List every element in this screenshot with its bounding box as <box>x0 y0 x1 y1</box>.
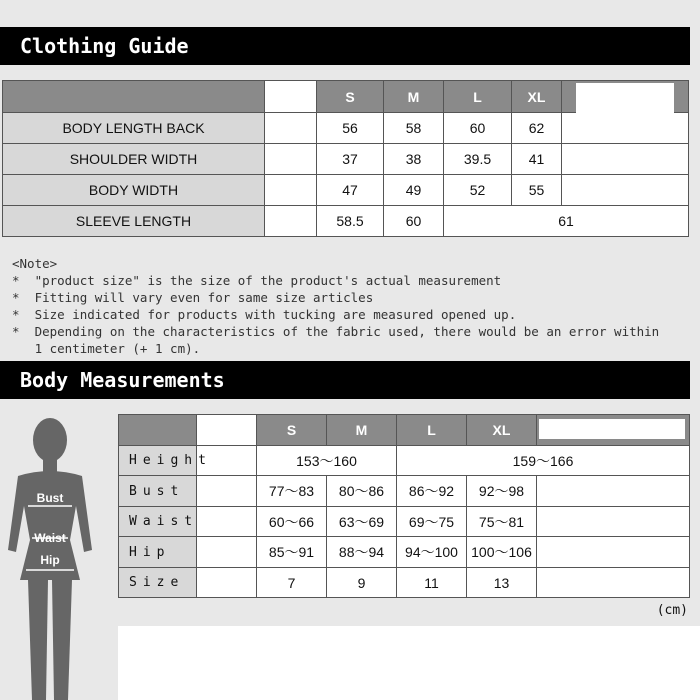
cell: 60～66 <box>257 507 327 537</box>
body-measurements-title: Body Measurements <box>0 361 690 399</box>
note-item: * Fitting will vary even for same size articles <box>12 290 374 305</box>
cell: 69～75 <box>397 507 467 537</box>
cell: 11 <box>397 568 467 598</box>
cell: 75～81 <box>467 507 537 537</box>
row-label: SLEEVE LENGTH <box>3 206 265 237</box>
table-row <box>3 206 689 237</box>
cell: 60 <box>384 206 444 237</box>
size-s-header: S <box>257 415 327 446</box>
cell: 13 <box>467 568 537 598</box>
cell: 38 <box>384 144 444 175</box>
cell: 39.5 <box>444 144 512 175</box>
row-label: Hip <box>119 537 197 568</box>
size-m-header: M <box>327 415 397 446</box>
header-blank <box>119 415 197 446</box>
table-row <box>3 113 689 144</box>
cell: 80～86 <box>327 476 397 507</box>
cell: 52 <box>444 175 512 206</box>
size-s-header: S <box>317 81 384 113</box>
note-item: * Depending on the characteristics of the fabric used, there would be an error within <box>12 324 660 339</box>
cell: 37 <box>317 144 384 175</box>
cell: 55 <box>512 175 562 206</box>
cell: 60 <box>444 113 512 144</box>
cell: 94～100 <box>397 537 467 568</box>
cell: 85～91 <box>257 537 327 568</box>
bust-label: Bust <box>36 491 64 505</box>
cell: 49 <box>384 175 444 206</box>
cell: 86～92 <box>397 476 467 507</box>
cell: 88～94 <box>327 537 397 568</box>
table-row <box>119 476 690 507</box>
size-l-header: L <box>397 415 467 446</box>
note-item: * "product size" is the size of the product's actual measurement <box>12 273 502 288</box>
row-label: Waist <box>119 507 197 537</box>
note-item: 1 centimeter (+ 1 cm). <box>34 341 201 356</box>
clothing-guide-title: Clothing Guide <box>0 27 690 65</box>
table-row <box>3 175 689 206</box>
row-label: BODY LENGTH BACK <box>3 113 265 144</box>
cell: 100～106 <box>467 537 537 568</box>
cell: 62 <box>512 113 562 144</box>
clothing-guide-table <box>2 80 689 237</box>
notes <box>12 255 692 357</box>
cell: 47 <box>317 175 384 206</box>
table-row <box>119 446 690 476</box>
row-label: BODY WIDTH <box>3 175 265 206</box>
size-xl-header: XL <box>467 415 537 446</box>
cell: 56 <box>317 113 384 144</box>
body-measurements-table <box>118 414 690 598</box>
unit-label: (cm) <box>656 603 688 618</box>
cell: 41 <box>512 144 562 175</box>
cell: 92～98 <box>467 476 537 507</box>
waist-label: Waist <box>34 531 66 545</box>
cell: 153～160 <box>257 446 397 476</box>
cell: 61 <box>444 206 689 237</box>
body-figure-icon <box>0 410 110 700</box>
cell: 7 <box>257 568 327 598</box>
row-label: Height <box>119 446 197 476</box>
cell: 58 <box>384 113 444 144</box>
table-row <box>119 507 690 537</box>
bottom-panel <box>118 626 700 700</box>
cell: 9 <box>327 568 397 598</box>
note-item: * Size indicated for products with tucking are measured opened up. <box>12 307 517 322</box>
table-row <box>3 144 689 175</box>
size-xl-header: XL <box>512 81 562 113</box>
row-label: Size <box>119 568 197 598</box>
size-m-header: M <box>384 81 444 113</box>
header-spacer <box>265 81 317 113</box>
cell: 159～166 <box>397 446 690 476</box>
cell: 58.5 <box>317 206 384 237</box>
header-extra <box>562 81 689 113</box>
table-row <box>119 568 690 598</box>
row-label: Bust <box>119 476 197 507</box>
table-row <box>119 537 690 568</box>
row-label: SHOULDER WIDTH <box>3 144 265 175</box>
header-blank <box>3 81 265 113</box>
notes-heading: <Note> <box>12 256 58 271</box>
cell: 63～69 <box>327 507 397 537</box>
hip-label: Hip <box>40 553 60 567</box>
size-l-header: L <box>444 81 512 113</box>
cell: 77～83 <box>257 476 327 507</box>
